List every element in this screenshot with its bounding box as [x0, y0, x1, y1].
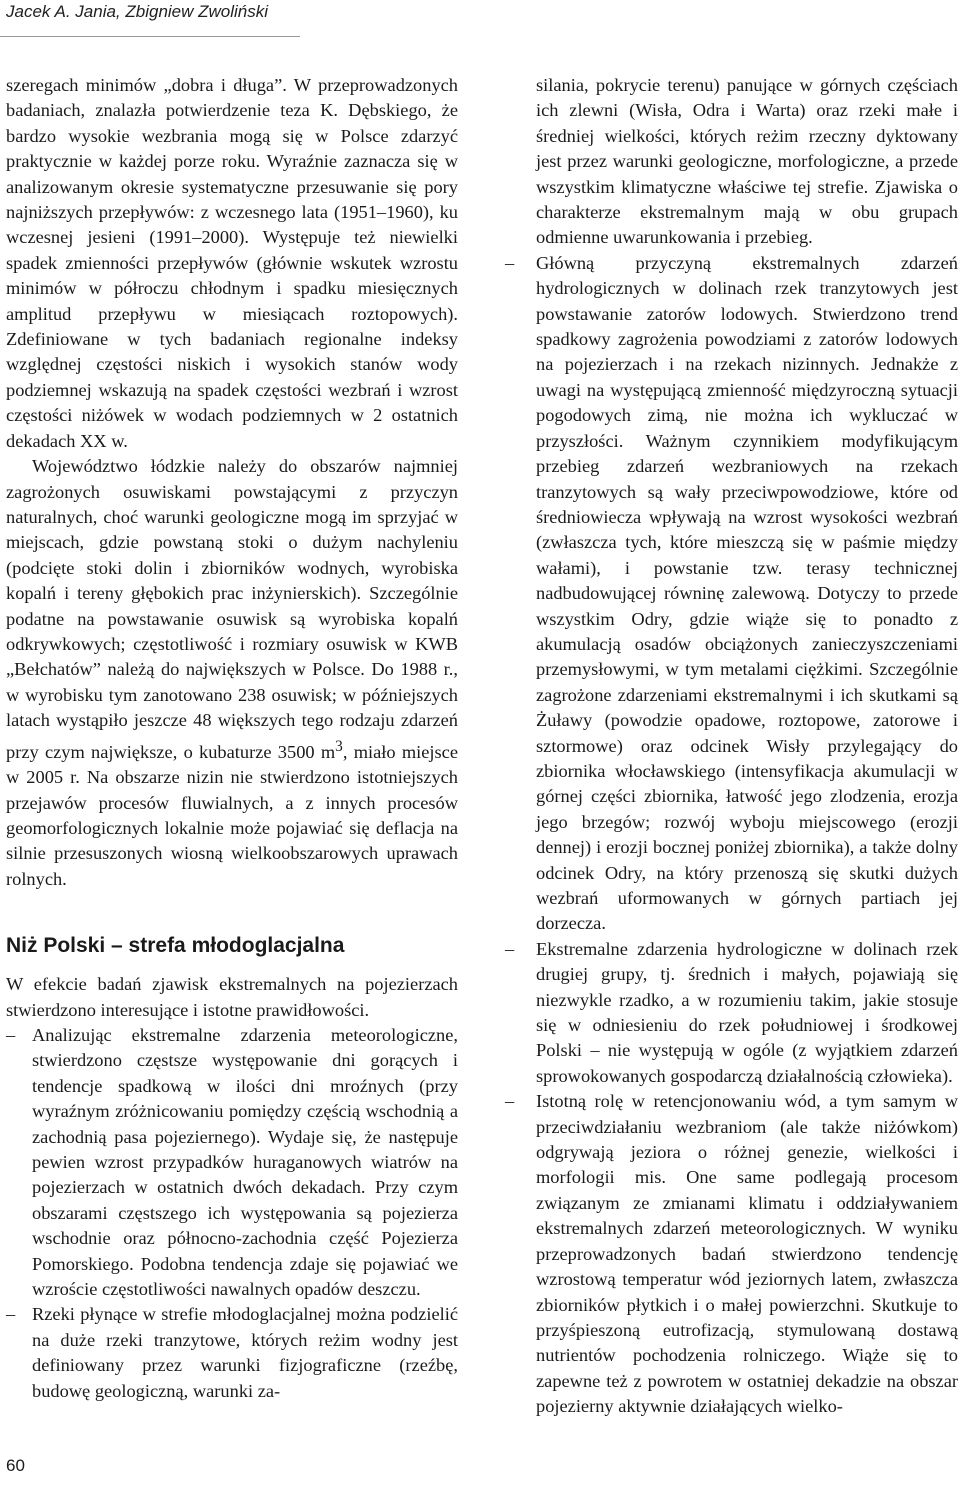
dash-marker: – — [505, 1091, 515, 1112]
list-item-text: Główną przyczyną ekstremalnych zdarzeń hydrologicznych w dolinach rzek tranzytowych jest powstawanie zatorów lodowych. Stwierdzono trend spadkowy zagrożenia powodziami z zatorów lodowych na pojezierzach i na rzekach nizinnych. Jednakże z uwagi na występującą zmienność międzyroczną sytuacji pogodowych zimą, nie można ich wykluczać w przyszłości. Ważnym czynnikiem modyfikującym przebieg zdarzeń wezbraniowych na rzekach tranzytowych są wały przeciwpowodziowe, które od średniowiecza wpływają na wzrost wysokości wezbrań (zwłaszcza tych, które mieszczą się w paśmie między wałami), i powstanie tzw. terasy technicznej nadbudowującej równinę zalewową. Dotyczy to przede wszystkim Odry, gdzie wiąże się to ponadto z akumulacją osadów obciążonych zanieczyszczeniami przemysłowymi, w tym metalami ciężkimi. Szczególnie zagrożone zdarzeniami ekstremalnymi i ich skutkami są Żuławy (powodzie opadowe, roztopowe, zatorowe i sztormowe) oraz odcinek Wisły przylegający do zbiornika włocławskiego (intensyfikacja akumulacji w górnej części zbiornika, łatwość jego zlodzenia, erozja jego brzegów; rozwój wyboju miejscowego (erozji dennej) i erozji bocznej poniżej zbiornika), a także dolny odcinek Odry, na który przenoszą się skutki dużych wezbrań uformowanych w górnych partiach jej dorzecza. — [536, 252, 958, 934]
dash-marker: – — [6, 1024, 16, 1045]
list-item-text: Rzeki płynące w strefie młodoglacjalnej można podzielić na duże rzeki tranzytowe, których reżim wodny jest definiowany przez warunki fizjograficzne (rzeźbę, budowę geologiczną, warunki za- — [32, 1304, 458, 1401]
superscript-cubic: 3 — [335, 737, 343, 755]
dash-marker: – — [505, 938, 515, 959]
paragraph-hydrology-minima: szeregach minimów „dobra i długa”. W przeprowadzonych badaniach, znalazła potwierdzenie teza K. Dębskiego, że bardzo wysokie wezbrania mogą się w Polsce zdarzyć praktycznie w każdej porze roku. Wyraźnie zaznacza się w analizowanym okresie systematyczne przesuwanie się pory najniższych przepływów: z wczesnego lata (1951–1960), ku wczesnej jesieni (1991–2000). Występuje też niewielki spadek zmienności przepływów (głównie wskutek wzrostu minimów w półroczu chłodnym i spadku miesięcznych amplitud przepływu w miesiącach roztopowych). Zdefiniowane w tych badaniach regionalne indeksy względnej częstości niskich i wysokich stanów wody podziemnej wskazują na spadek częstości wezbrań i wzrost częstości niżówek w wodach podziemnych w 2 ostatnich dekadach XX w. — [6, 75, 458, 451]
paragraph-landslides-text-b: , miało miejsce w 2005 r. Na obszarze nizin nie stwierdzono istotniejszych przejawów procesów fluwialnych, a z innych procesów geomorfologicznych lokalnie może pojawiać się deflacja na silnie przesuszonych wiosną wielkoobszarowych uprawach rolnych. — [6, 741, 458, 889]
running-head-authors: Jacek A. Jania, Zbigniew Zwoliński — [6, 2, 269, 21]
paragraph-intro-lakelands: W efekcie badań zjawisk ekstremalnych na pojezierzach stwierdzono interesujące i istotne prawidłowości. — [6, 974, 458, 1020]
list-item — [505, 251, 958, 937]
left-bullet-list — [6, 1023, 458, 1404]
header-rule — [0, 36, 300, 37]
list-item-text: Analizując ekstremalne zdarzenia meteorologiczne, stwierdzono częstsze występowanie dni gorących i tendencje spadkową w ilości dni mroźnych (przy wyraźnym zróżnicowaniu pomiędzy częścią wschodnią a zachodnią pasa pojeziernego). Wydaje się, że następuje pewien wzrost przypadków huraganowych wiatrów na pojezierzach w ostatnich dwóch dekadach. Przy czym obszarami częstszego ich występowania są pojezierza wschodnie oraz północno-zachodnia część Pojezierza Pomorskiego. Podobna tendencja zdaje się pojawiać we wzroście częstotliwości nawalnych opadów deszczu. — [32, 1024, 458, 1299]
list-item-text: Istotną rolę w retencjonowaniu wód, a tym samym w przeciwdziałaniu wezbraniom (ale także niżówkom) odgrywają jeziora o różnej genezie, wielkości i morfologii mis. One same podlegają procesom związanym ze zmianami klimatu i oddziaływaniem ekstremalnych zdarzeń meteorologicznych. W wyniku przeprowadzonych badań stwierdzono tendencję wzrostową temperatur wód jeziornych latem, zwłaszcza zbiorników płytkich i o małej powierzchni. Skutkuje to przyśpieszoną eutrofizacją, stymulowaną dostawą nutrientów pochodzenia rolniczego. Wiąże się to zapewne też z powrotem w ostatniej dekadzie na obszar pojezierny aktywnie działających wielko- — [536, 1091, 958, 1417]
right-bullet-list — [505, 251, 958, 1420]
list-item — [6, 1302, 458, 1404]
paragraph-landslides-text-a: Województwo łódzkie należy do obszarów najmniej zagrożonych osuwiskami powstającymi z przyczyn naturalnych, choć warunki geologiczne mogą im sprzyjać w miejscach, gdzie powstaną stoki o dużym nachyleniu (podcięte stoki dolin i zbiorników wodnych, wyrobiska kopalń i tereny głębokich prac inżynierskich). Szczególnie podatne na powstawanie osuwisk są wyrobiska kopalń odkrywkowych; częstotliwość i rozmiary osuwisk w KWB „Bełchatów” należą do największych w Polsce. Do 1988 r., w wyrobisku tym zanotowano 238 osuwisk; w późniejszych latach wystąpiło jeszcze 48 większych tego rodzaju zdarzeń przy czym największe, o kubaturze 3500 m — [6, 456, 458, 762]
paragraph-continuation: silania, pokrycie terenu) panujące w górnych częściach ich zlewni (Wisła, Odra i Warta) oraz rzeki małe i średniej wielkości, których reżim rzeczny dyktowany jest przez warunki geologiczne, morfologiczne, a przede wszystkim klimatyczne właściwe tej strefie. Zjawiska o charakterze ekstremalnym mają w obu grupach odmienne uwarunkowania i przebieg. — [536, 75, 958, 248]
left-column — [6, 73, 458, 1404]
list-item — [6, 1023, 458, 1302]
list-item — [505, 1089, 958, 1419]
list-item — [505, 937, 958, 1089]
right-column — [505, 73, 958, 1420]
page-number: 60 — [6, 1456, 25, 1475]
list-item-text: Ekstremalne zdarzenia hydrologiczne w dolinach rzek drugiej grupy, tj. średnich i małych, pojawiają się niezwykle rzadko, a w rozumieniu takim, jakie stosuje się w odniesieniu do rzek południowej i środkowej Polski – nie występują w ogóle (z wyjątkiem zdarzeń sprowokowanych gospodarczą działalnością człowieka). — [536, 938, 958, 1086]
dash-marker: – — [505, 252, 515, 273]
dash-marker: – — [6, 1304, 16, 1325]
section-heading-young-glacial: Niż Polski – strefa młodoglacjalna — [6, 934, 345, 958]
paragraph-landslides-lodz — [6, 454, 458, 892]
